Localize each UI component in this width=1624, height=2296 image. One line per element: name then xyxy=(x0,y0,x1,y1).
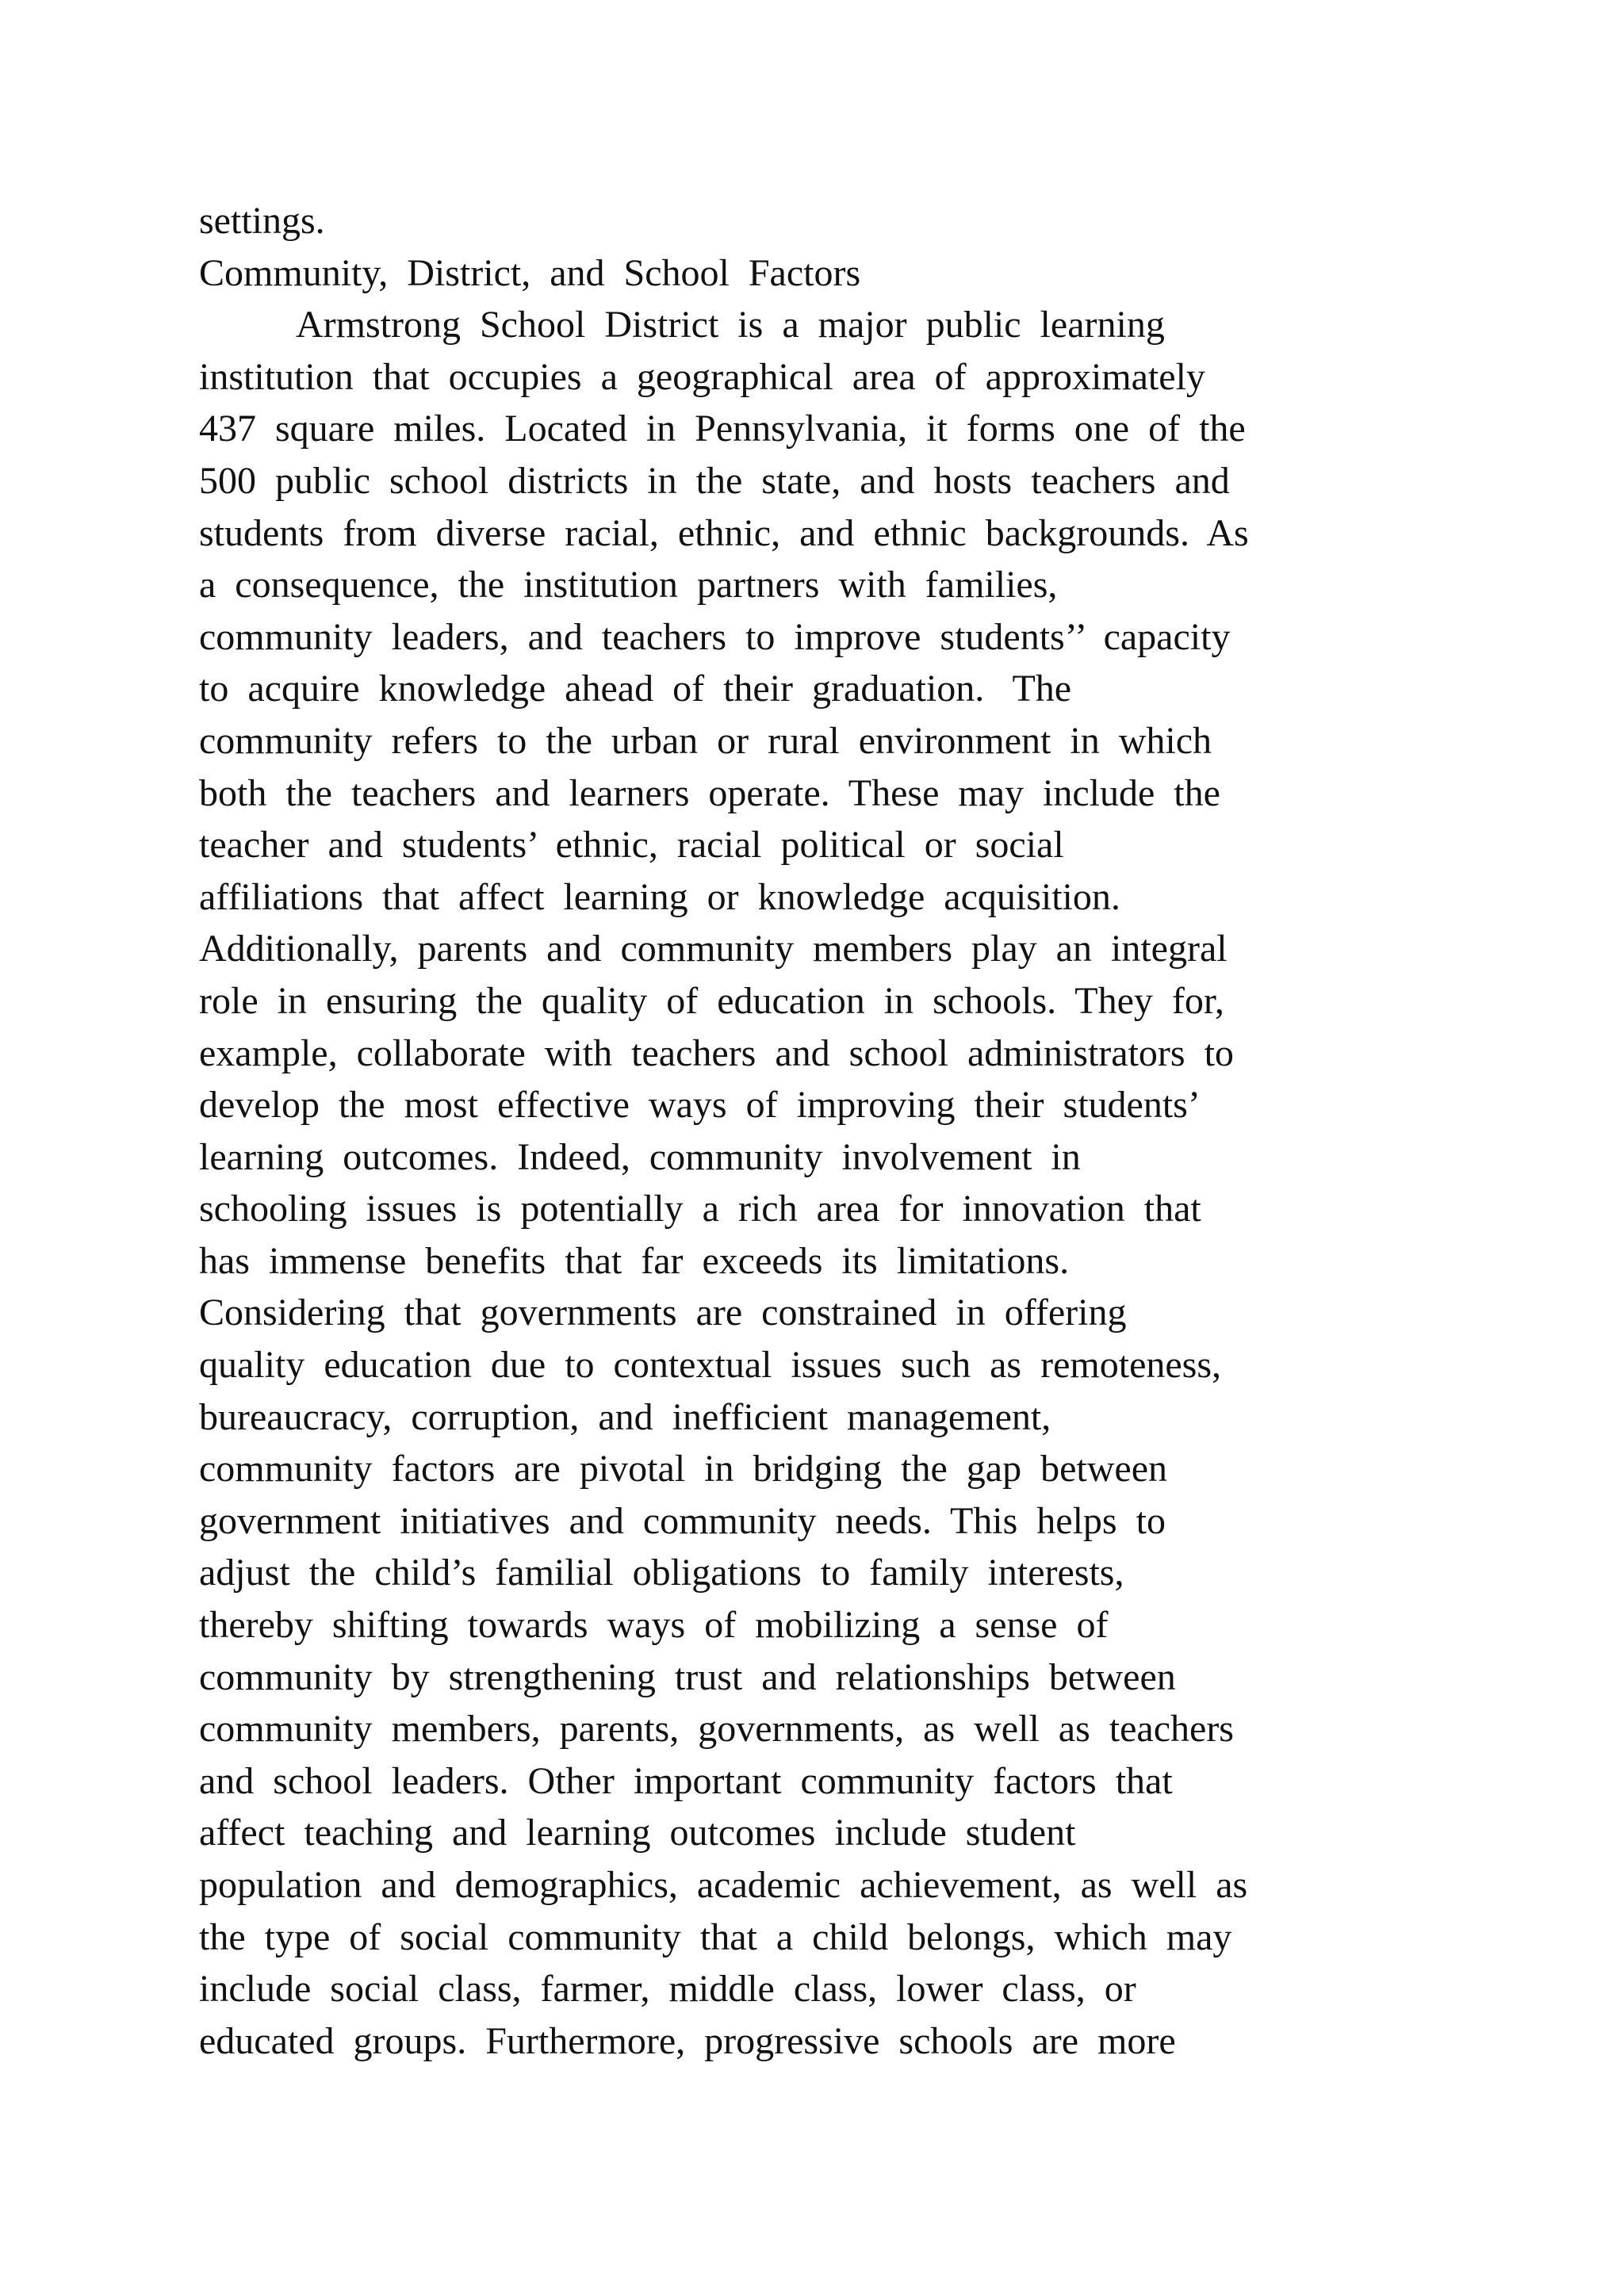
text-line: government initiatives and community needs. This helps to xyxy=(199,1499,1166,1542)
text-line: students from diverse racial, ethnic, and ethnic backgrounds. As xyxy=(199,511,1249,554)
text-line: community factors are pivotal in bridging the gap between xyxy=(199,1448,1167,1490)
text-line: example, collaborate with teachers and school administrators to xyxy=(199,1031,1234,1074)
section-heading: Community, District, and School Factors xyxy=(199,251,861,294)
text-line: adjust the child’s familial obligations to family interests, xyxy=(199,1552,1124,1594)
text-line: learning outcomes. Indeed, community involvement in xyxy=(199,1135,1081,1178)
text-line: Additionally, parents and community members play an integral xyxy=(199,928,1228,970)
text-line: thereby shifting towards ways of mobilizing a sense of xyxy=(199,1604,1109,1647)
paragraph-first-line: Armstrong School District is a major public learning xyxy=(296,304,1165,346)
text-line: teacher and students’ ethnic, racial political or social xyxy=(199,824,1064,867)
text-line: schooling issues is potentially a rich area for innovation that xyxy=(199,1188,1201,1230)
text-line: community members, parents, governments, as well as teachers xyxy=(199,1708,1234,1751)
text-line: the type of social community that a child belongs, which may xyxy=(199,1915,1232,1958)
text-line: population and demographics, academic achievement, as well as xyxy=(199,1864,1248,1906)
text-line: community by strengthening trust and relationships between xyxy=(199,1655,1176,1698)
text-line: to acquire knowledge ahead of their graduation. The xyxy=(199,668,1072,710)
body-text xyxy=(199,195,1436,2067)
text-line: 500 public school districts in the state, and hosts teachers and xyxy=(199,459,1230,502)
text-line: both the teachers and learners operate. These may include the xyxy=(199,771,1220,814)
text-line: and school leaders. Other important community factors that xyxy=(199,1759,1173,1802)
text-line: affiliations that affect learning or knowledge acquisition. xyxy=(199,875,1120,918)
text-line: institution that occupies a geographical area of approximately xyxy=(199,355,1205,398)
text-line: bureaucracy, corruption, and inefficient management, xyxy=(199,1395,1051,1438)
text-line: educated groups. Furthermore, progressive schools are more xyxy=(199,2019,1176,2062)
text-line: a consequence, the institution partners with families, xyxy=(199,564,1058,607)
text-line: community leaders, and teachers to improve students’’ capacity xyxy=(199,615,1231,658)
text-line: role in ensuring the quality of education in schools. They for, xyxy=(199,979,1224,1022)
text-line: quality education due to contextual issues such as remoteness, xyxy=(199,1344,1222,1387)
text-line: 437 square miles. Located in Pennsylvania, it forms one of the xyxy=(199,408,1246,450)
text-line: include social class, farmer, middle class, lower class, or xyxy=(199,1968,1136,2011)
text-line: affect teaching and learning outcomes include student xyxy=(199,1812,1076,1854)
text-line: develop the most effective ways of improving their students’ xyxy=(199,1084,1201,1127)
text-line: has immense benefits that far exceeds its limitations. xyxy=(199,1239,1070,1282)
text-line: settings. xyxy=(199,200,325,242)
text-line: community refers to the urban or rural environment in which xyxy=(199,719,1212,762)
text-line: Considering that governments are constrained in offering xyxy=(199,1292,1127,1334)
